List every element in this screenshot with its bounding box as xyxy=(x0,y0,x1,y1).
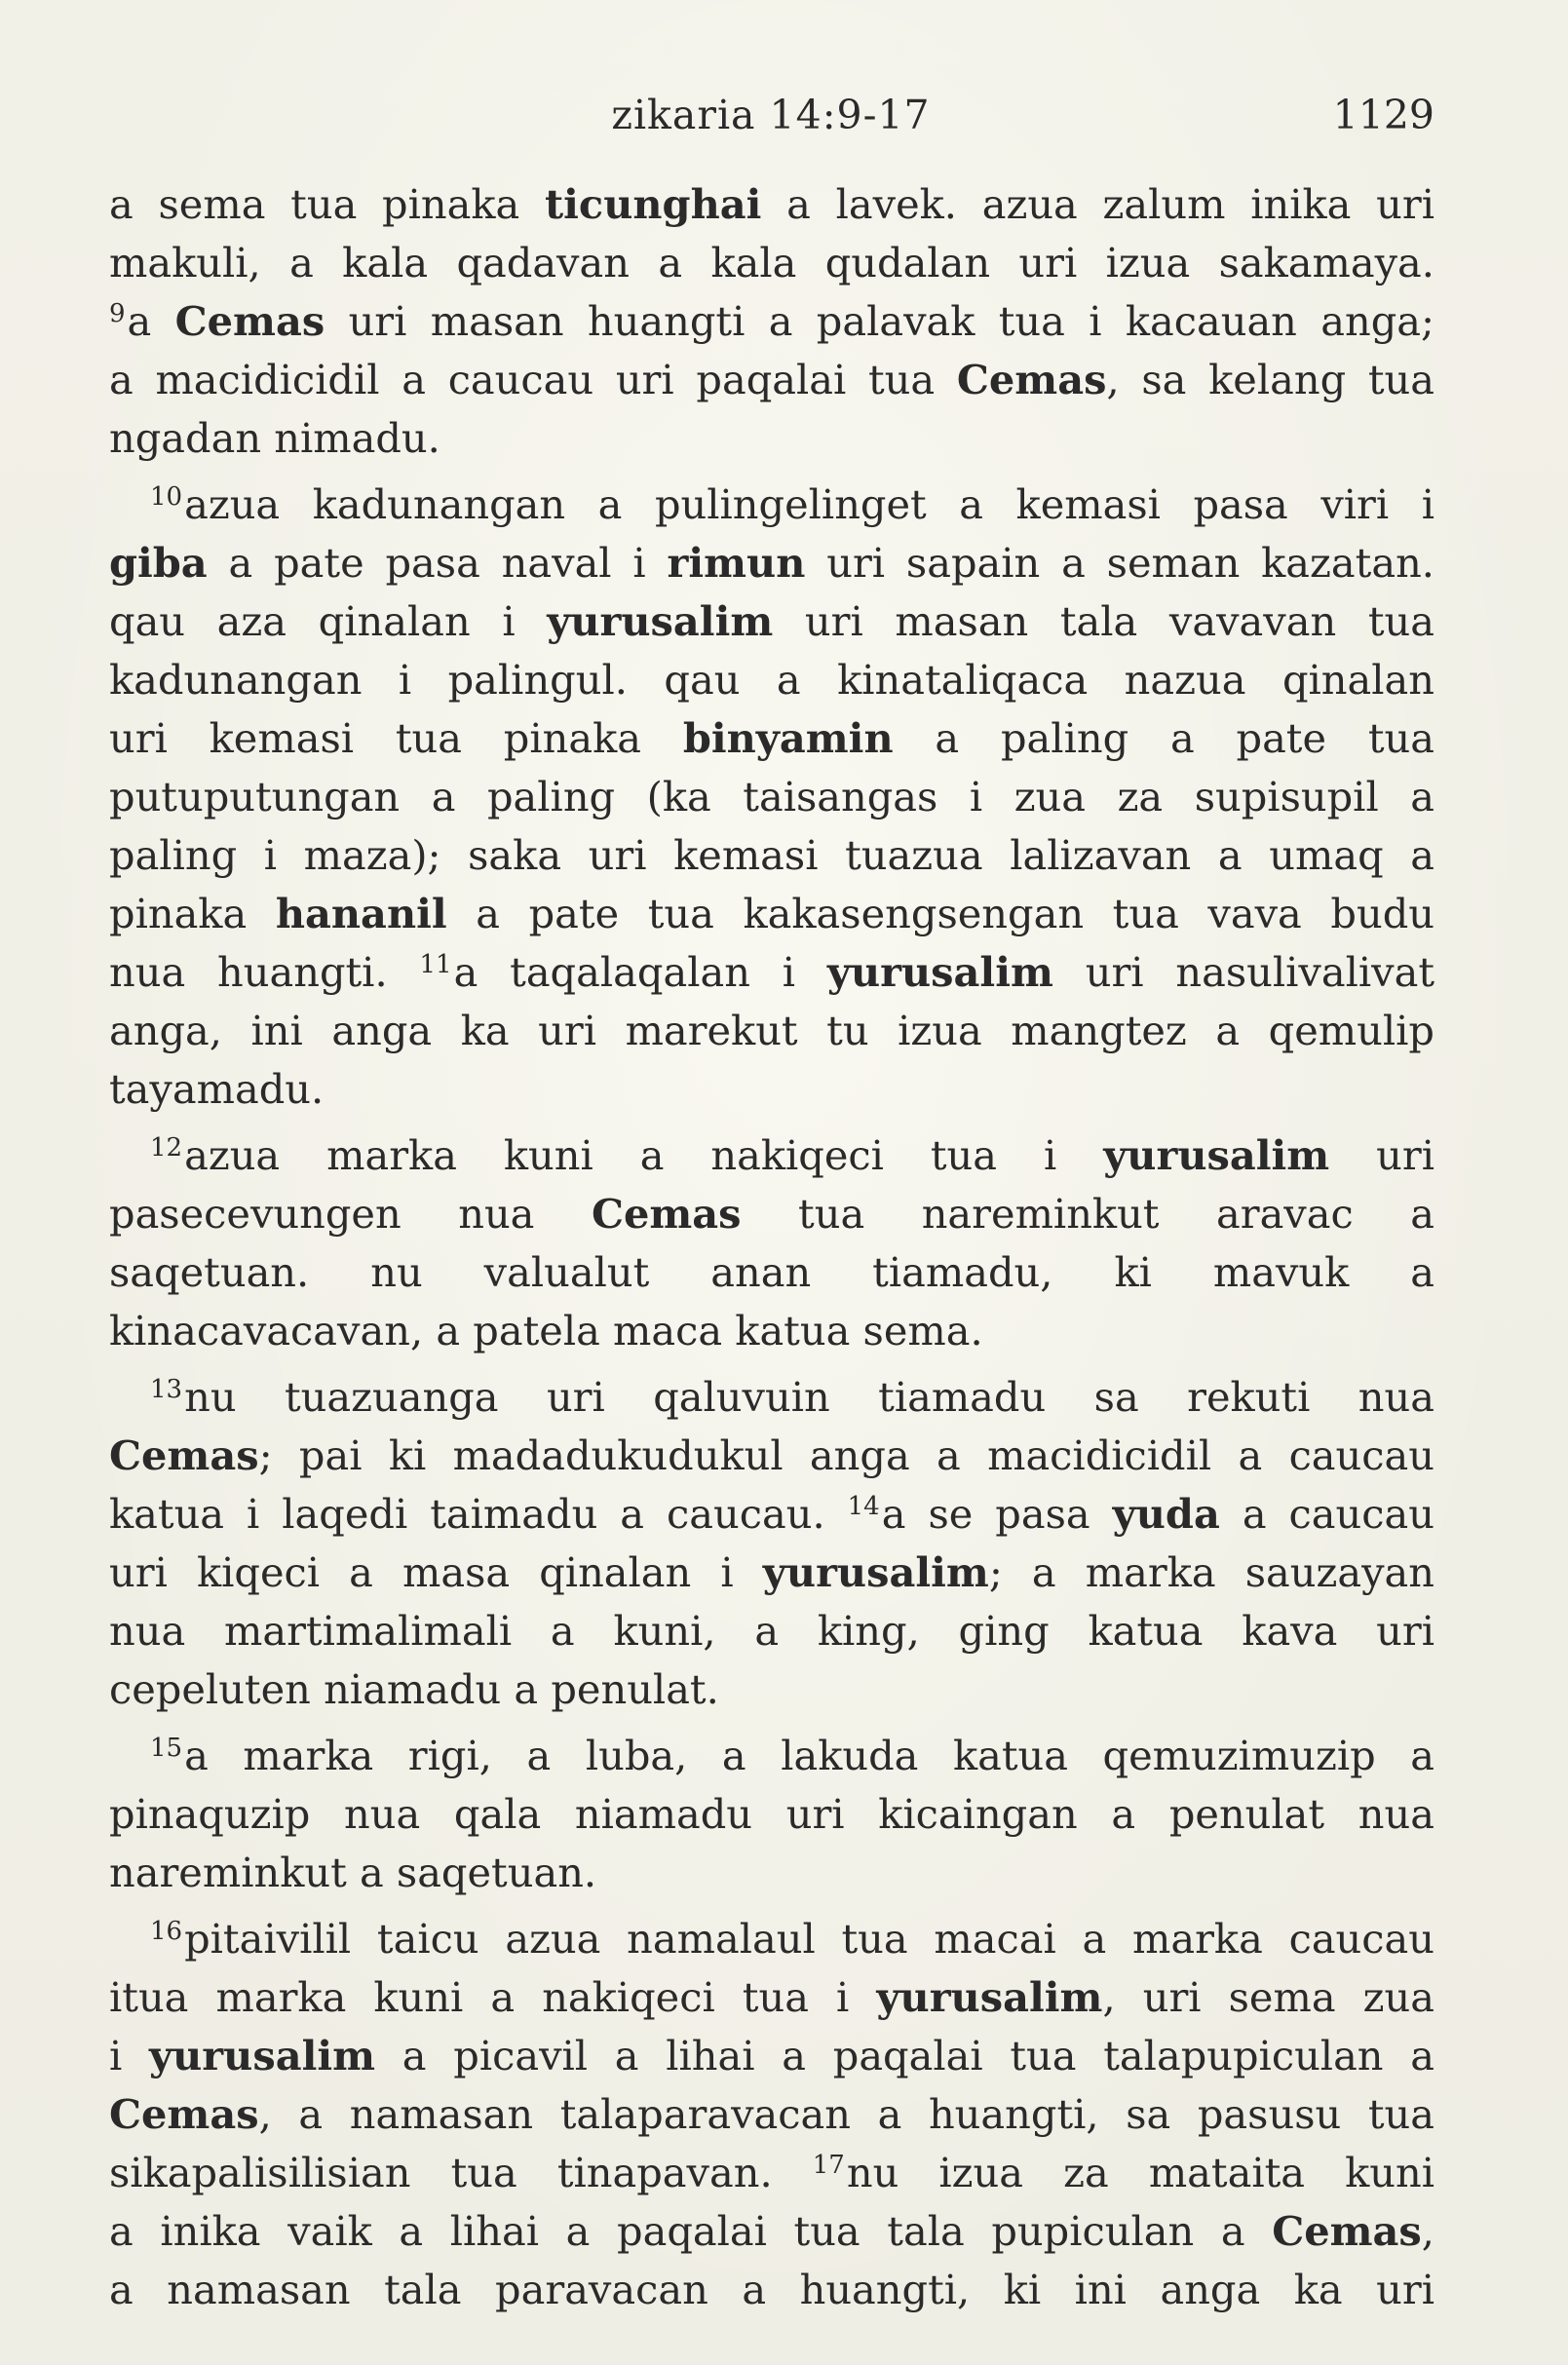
text-line: katua i laqedi taimadu a caucau. $^{14}$a se pasa yuda a caucau xyxy=(109,1490,1434,1538)
text-line: $^{12}$azua marka kuni a nakiqeci tua i yurusalim uri xyxy=(150,1131,1435,1179)
text-line: $^{15}$a marka rigi, a luba, a lakuda katua qemuzimuzip a xyxy=(150,1732,1434,1779)
bold-term: yurusalim xyxy=(762,1548,989,1596)
bold-term: yurusalim xyxy=(876,1973,1103,2021)
page-number: 1129 xyxy=(1332,92,1434,138)
verse-number: 15 xyxy=(150,1734,183,1763)
text-line: kadunangan i palingul. qau a kinataliqaca nazua qinalan xyxy=(109,656,1434,704)
text-line: uri kiqeci a masa qinalan i yurusalim; a marka sauzayan xyxy=(109,1548,1434,1596)
scripture-text xyxy=(109,175,1434,2327)
paragraph-v15 xyxy=(109,1727,1434,1902)
text-line: $^9$a Cemas uri masan huangti a palavak tua i kacauan anga; xyxy=(109,297,1434,345)
bold-term: yurusalim xyxy=(547,597,774,645)
verse-number: 12 xyxy=(150,1133,183,1163)
bold-term: rimun xyxy=(667,539,806,587)
bold-term: yurusalim xyxy=(826,948,1053,996)
paragraph-v12 xyxy=(109,1126,1434,1360)
text-line: $^{16}$pitaivilil taicu azua namalaul tua macai a marka caucau xyxy=(150,1915,1434,1963)
text-line: sikapalisilisian tua tinapavan. $^{17}$nu izua za mataita kuni xyxy=(109,2149,1434,2196)
verse-number: 11 xyxy=(419,950,452,979)
text-line: qau aza qinalan i yurusalim uri masan tala vavavan tua xyxy=(109,597,1434,645)
text-line: itua marka kuni a nakiqeci tua i yurusalim, uri sema zua xyxy=(109,1973,1435,2021)
text-line: paling i maza); saka uri kemasi tuazua lalizavan a umaq a xyxy=(109,831,1434,879)
text-line: makuli, a kala qadavan a kala qudalan uri izua sakamaya. xyxy=(109,239,1434,286)
text-line: saqetuan. nu valualut anan tiamadu, ki mavuk a xyxy=(109,1248,1434,1296)
bold-term: hananil xyxy=(275,890,447,937)
bold-term: binyamin xyxy=(682,714,894,762)
verse-number: 14 xyxy=(847,1492,880,1521)
paragraph-v10-11 xyxy=(109,476,1434,1119)
text-line: i yurusalim a picavil a lihai a paqalai tua talapupiculan a xyxy=(109,2032,1435,2079)
text-line: anga, ini anga ka uri marekut tu izua mangtez a qemulip xyxy=(109,1007,1434,1054)
text-line: nareminkut a saqetuan. xyxy=(109,1849,597,1896)
text-line: putuputungan a paling (ka taisangas i zua za supisupil a xyxy=(109,773,1434,820)
text-line: nua huangti. $^{11}$a taqalaqalan i yurusalim uri nasulivalivat xyxy=(109,948,1435,996)
verse-number: 13 xyxy=(150,1375,183,1404)
verse-number: 17 xyxy=(812,2151,845,2180)
text-line: pasecevungen nua Cemas tua nareminkut aravac a xyxy=(109,1190,1434,1238)
text-line: a namasan tala paravacan a huangti, ki ini anga ka uri xyxy=(109,2266,1434,2313)
text-line: a sema tua pinaka ticunghai a lavek. azua zalum inika uri xyxy=(109,180,1434,228)
bold-term: yurusalim xyxy=(1103,1131,1330,1179)
text-line: giba a pate pasa naval i rimun uri sapain a seman kazatan. xyxy=(109,539,1434,587)
verse-number: 16 xyxy=(150,1917,183,1946)
text-line: $^{13}$nu tuazuanga uri qaluvuin tiamadu sa rekuti nua xyxy=(150,1373,1434,1421)
text-line: cepeluten niamadu a penulat. xyxy=(109,1665,719,1713)
text-line: pinaka hananil a pate tua kakasengsengan tua vava budu xyxy=(109,890,1434,937)
text-line: uri kemasi tua pinaka binyamin a paling a pate tua xyxy=(109,714,1435,762)
text-line: tayamadu. xyxy=(109,1065,325,1113)
bold-term: Cemas xyxy=(109,1431,259,1479)
bold-term: Cemas xyxy=(956,356,1107,403)
bold-term: Cemas xyxy=(174,297,325,345)
text-line: ngadan nimadu. xyxy=(109,414,440,462)
text-line: kinacavacavan, a patela maca katua sema. xyxy=(109,1307,983,1354)
text-line: nua martimalimali a kuni, a king, ging katua kava uri xyxy=(109,1607,1434,1655)
bold-term: Cemas xyxy=(591,1190,742,1238)
paragraph-v16-17 xyxy=(109,1910,1434,2319)
bold-term: giba xyxy=(109,539,208,587)
paragraph-v13-14 xyxy=(109,1368,1434,1719)
bold-term: yurusalim xyxy=(149,2032,376,2079)
text-line: a inika vaik a lihai a paqalai tua tala pupiculan a Cemas, xyxy=(109,2207,1434,2255)
bold-term: Cemas xyxy=(1272,2207,1422,2255)
chapter-reference: zikaria 14:9-17 xyxy=(611,92,931,138)
verse-number: 9 xyxy=(109,299,126,328)
verse-number: 10 xyxy=(150,482,183,512)
text-line: a macidicidil a caucau uri paqalai tua Cemas, sa kelang tua xyxy=(109,356,1434,403)
text-line: $^{10}$azua kadunangan a pulingelinget a kemasi pasa viri i xyxy=(150,480,1434,528)
text-line: Cemas; pai ki madadukudukul anga a macidicidil a caucau xyxy=(109,1431,1434,1479)
text-line: Cemas, a namasan talaparavacan a huangti, sa pasusu tua xyxy=(109,2090,1434,2138)
running-head xyxy=(107,86,1434,144)
paragraph-v8-9 xyxy=(109,175,1434,468)
bold-term: Cemas xyxy=(109,2090,259,2138)
bold-term: ticunghai xyxy=(545,180,762,228)
text-line: pinaquzip nua qala niamadu uri kicaingan a penulat nua xyxy=(109,1790,1434,1838)
bold-term: yuda xyxy=(1112,1490,1220,1538)
